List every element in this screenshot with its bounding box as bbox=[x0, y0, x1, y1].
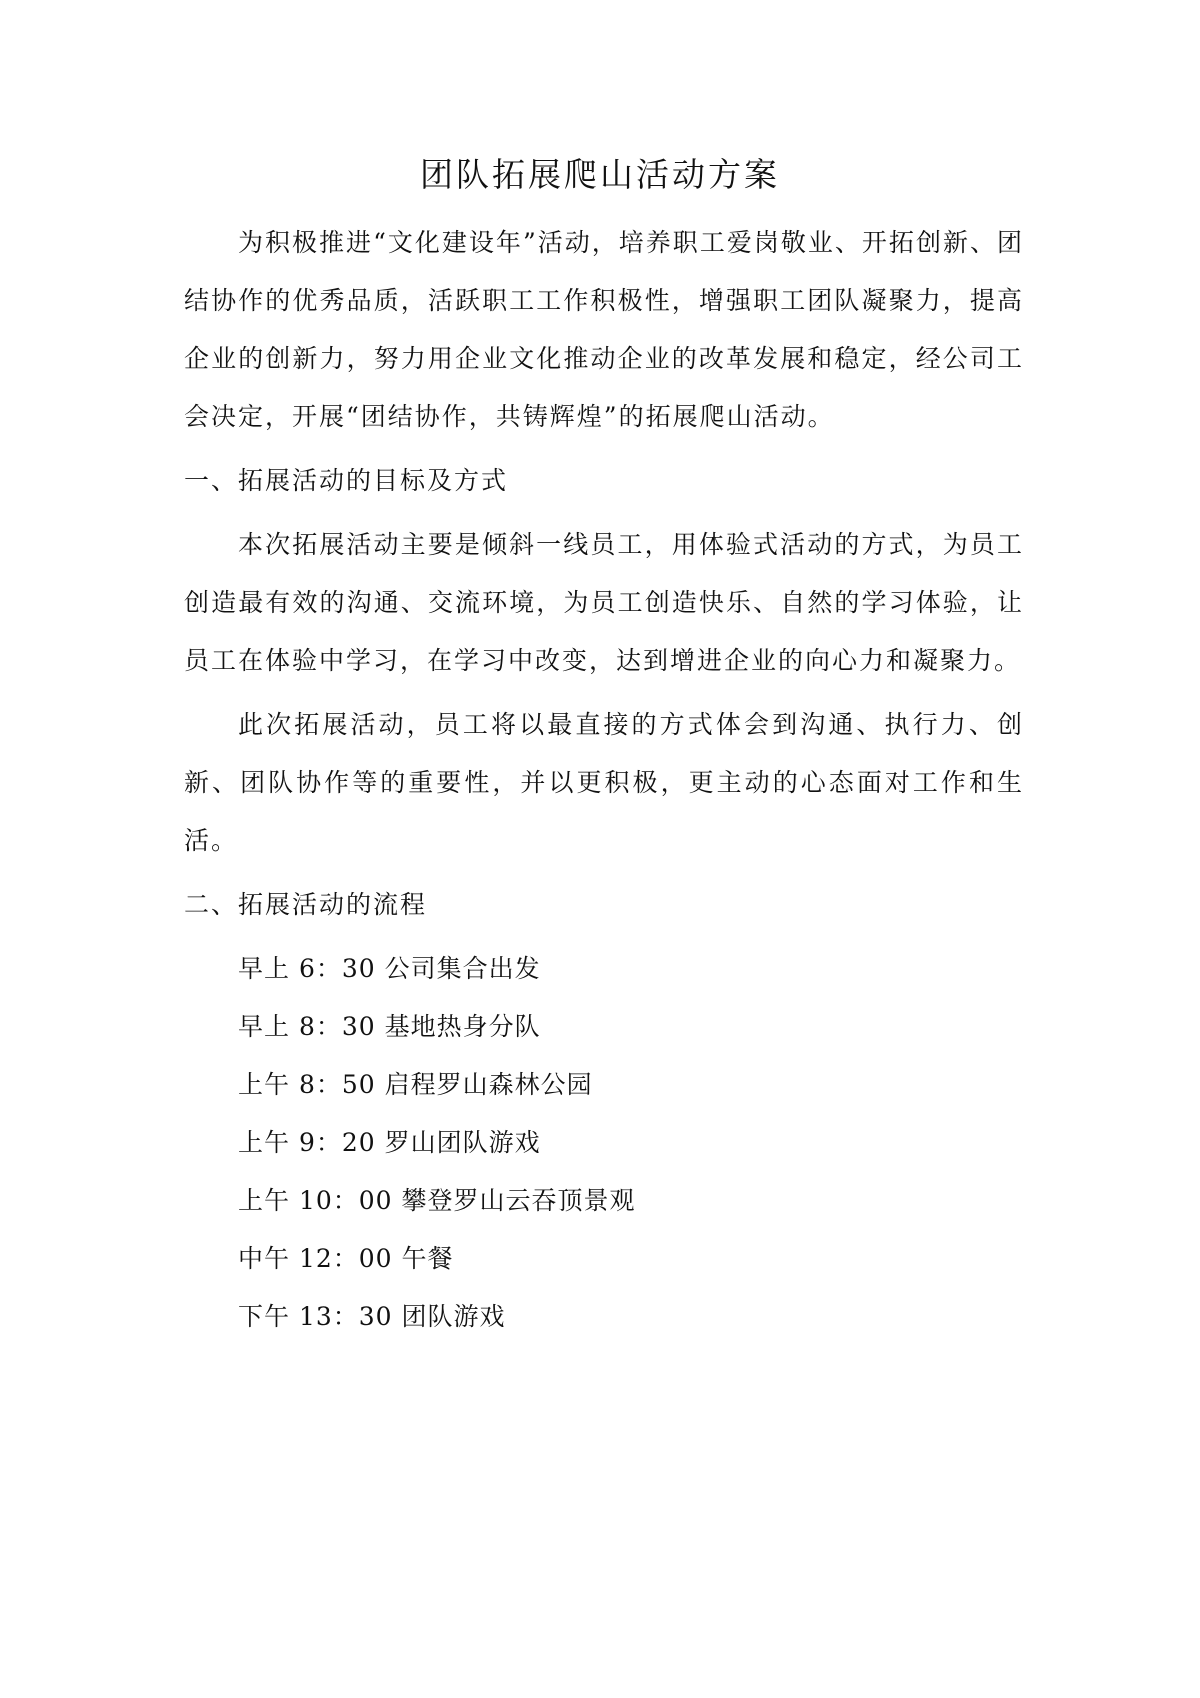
section-heading-schedule: 二、拓展活动的流程 bbox=[184, 890, 428, 919]
section-heading-goals: 一、拓展活动的目标及方式 bbox=[184, 466, 509, 495]
goals-paragraph-1: 本次拓展活动主要是倾斜一线员工，用体验式活动的方式，为员工创造最有效的沟通、交流环境，为员工创造快乐、自然的学习体验，让员工在体验中学习，在学习中改变，达到增进企业的向心力和凝聚力。 bbox=[184, 530, 1024, 675]
schedule-item: 下午 13：30 团队游戏 bbox=[238, 1302, 506, 1331]
document-body bbox=[184, 214, 1024, 1346]
intro-paragraph: 为积极推进“文化建设年”活动，培养职工爱岗敬业、开拓创新、团结协作的优秀品质，活跃职工工作积极性，增强职工团队凝聚力，提高企业的创新力，努力用企业文化推动企业的改革发展和稳定，经公司工会决定，开展“团结协作，共铸辉煌”的拓展爬山活动。 bbox=[184, 228, 1024, 431]
document-title: 团队拓展爬山活动方案 bbox=[420, 155, 780, 194]
schedule-item: 上午 9：20 罗山团队游戏 bbox=[238, 1128, 541, 1157]
schedule-item: 上午 8：50 启程罗山森林公园 bbox=[238, 1070, 593, 1099]
schedule-list bbox=[184, 940, 1024, 1346]
schedule-item: 早上 8：30 基地热身分队 bbox=[238, 1012, 541, 1041]
schedule-item: 早上 6：30 公司集合出发 bbox=[238, 954, 541, 983]
schedule-item: 中午 12：00 午餐 bbox=[238, 1244, 454, 1273]
goals-paragraph-2: 此次拓展活动，员工将以最直接的方式体会到沟通、执行力、创新、团队协作等的重要性，并以更积极，更主动的心态面对工作和生活。 bbox=[184, 710, 1024, 855]
schedule-item: 上午 10：00 攀登罗山云吞顶景观 bbox=[238, 1186, 636, 1215]
